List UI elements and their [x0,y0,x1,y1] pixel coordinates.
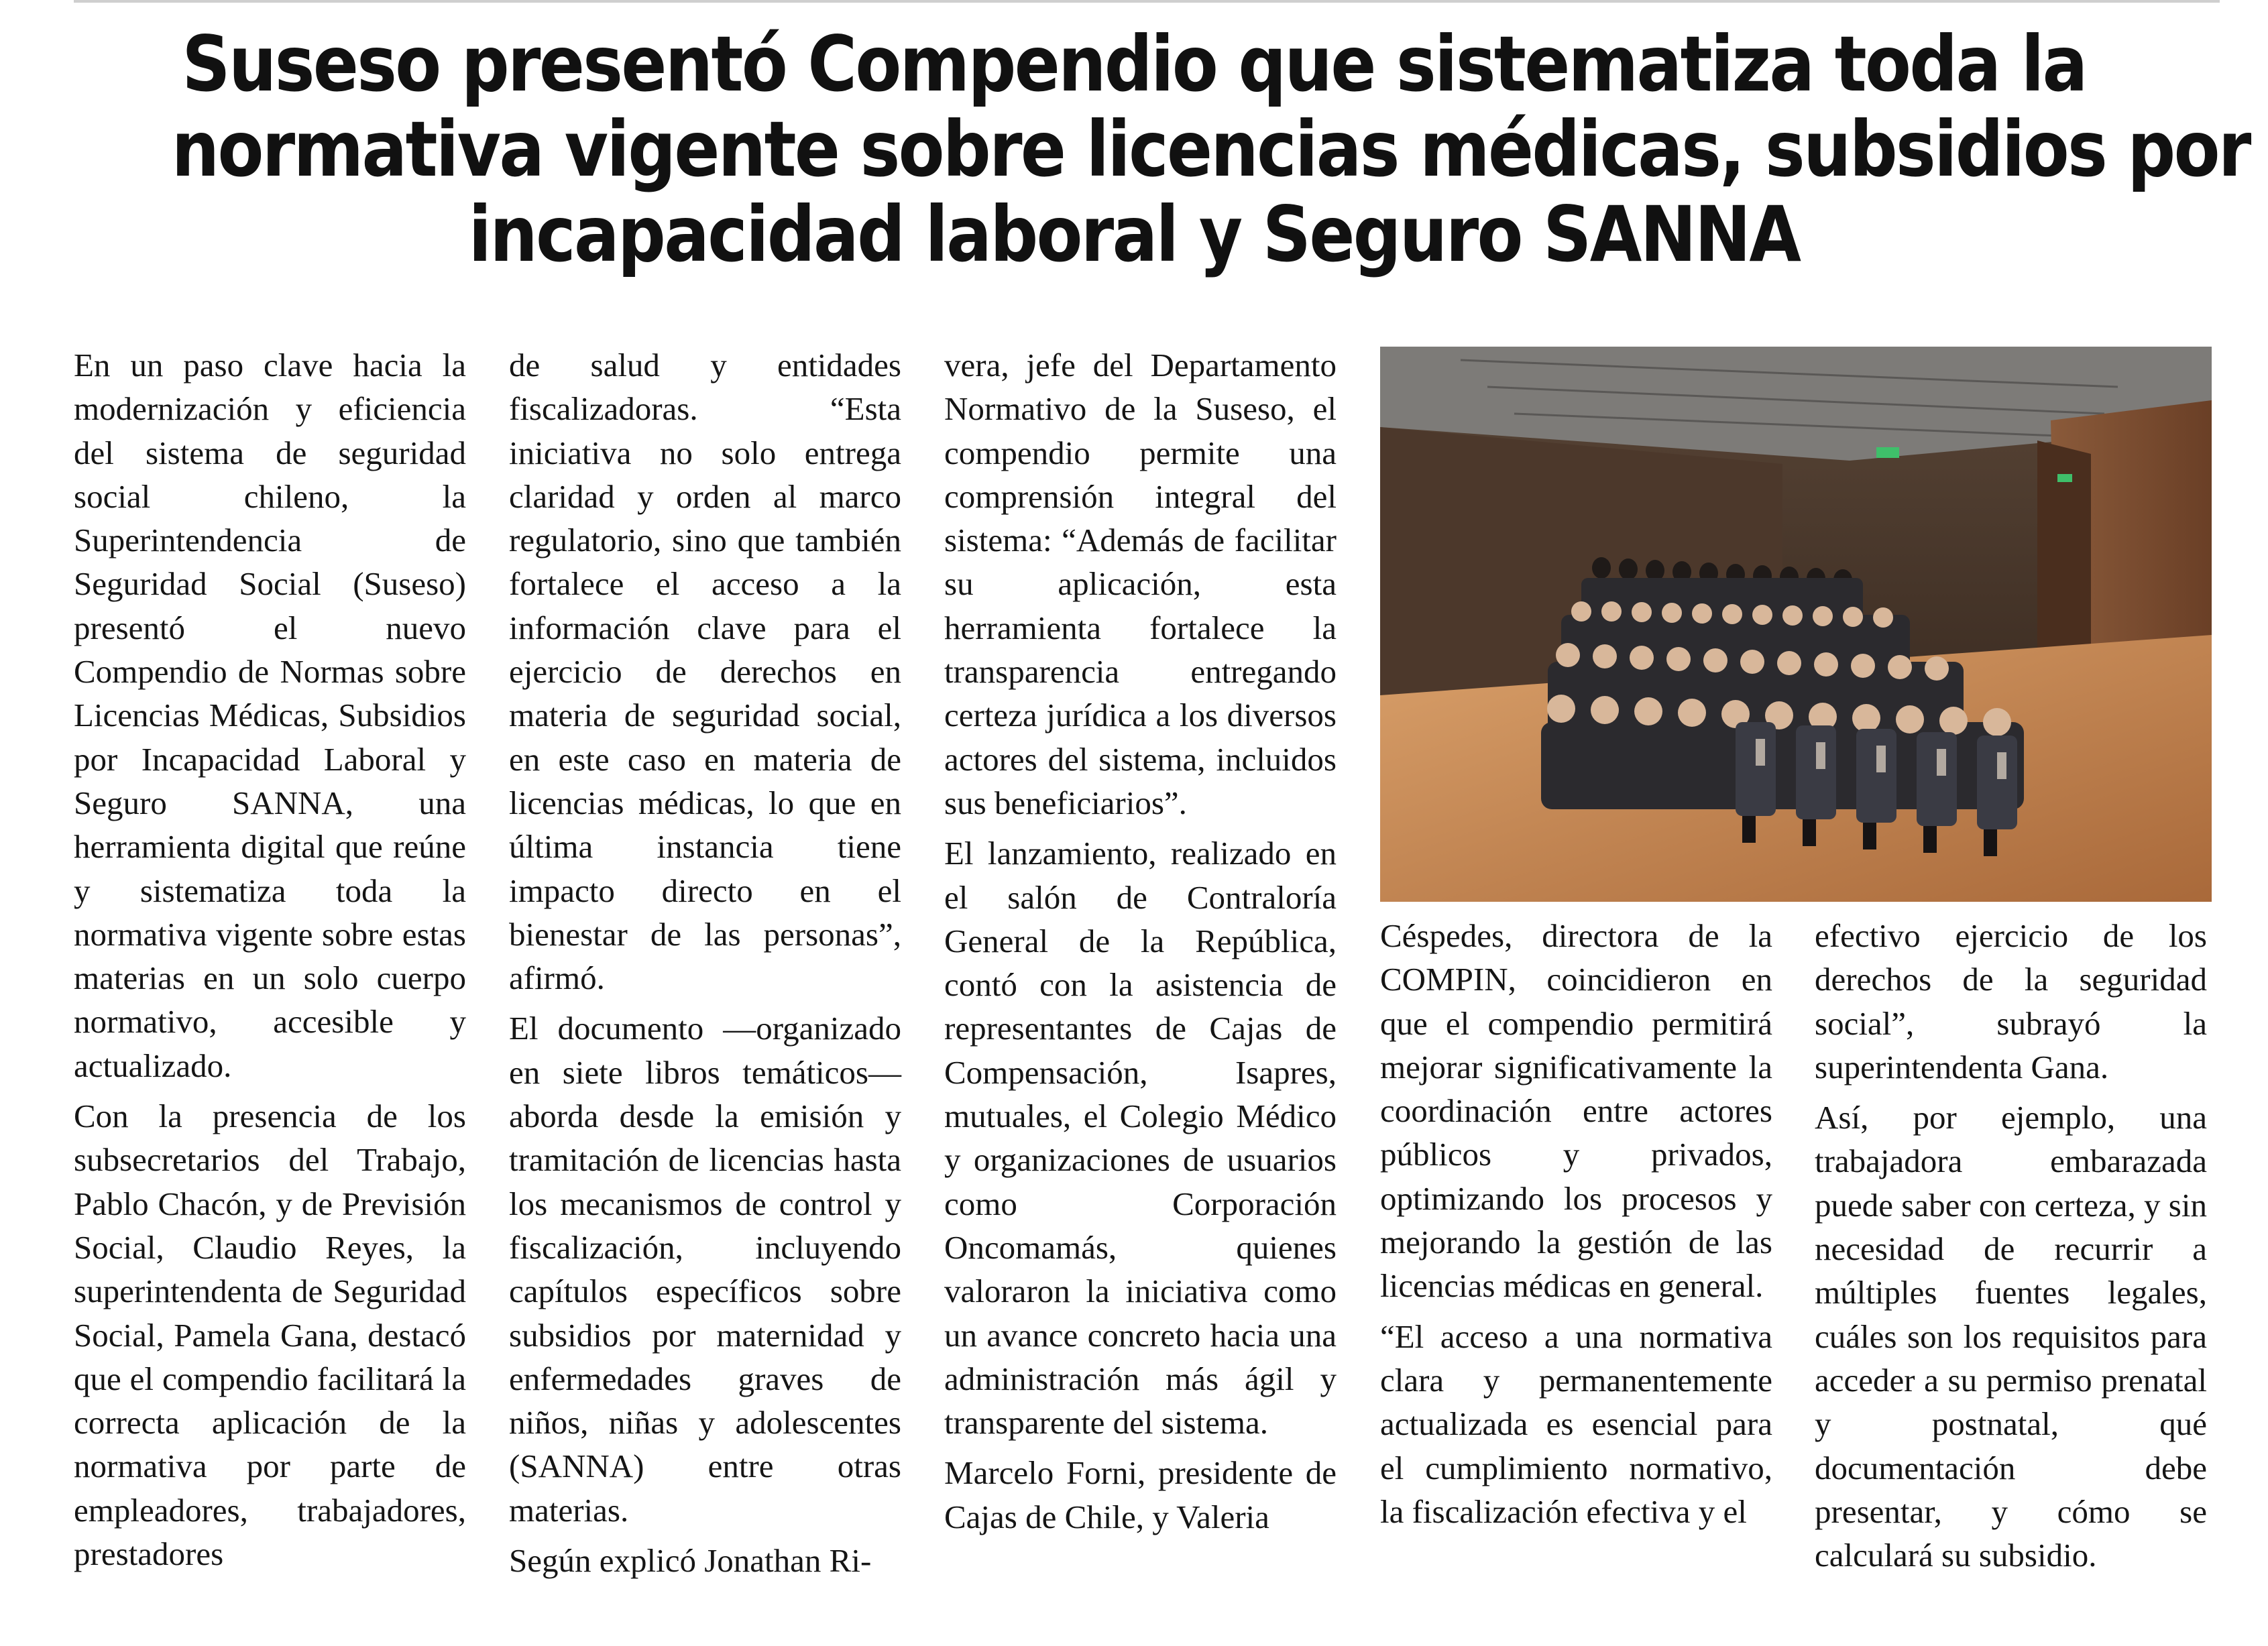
headline-line-2: normativa vigente sobre licencias médicas, subsidios por [171,105,2250,194]
paragraph: El lanzamiento, realizado en el salón de Contraloría General de la República, contó con la asistencia de representantes de Cajas de Compensación, Isapres, mutuales, el Colegio Médico y organizaciones de usuarios como Corporación Oncomamás, quienes valoraron la iniciativa como un avance concreto hacia una administración más ágil y transparente del sistema. [944,835,1337,1442]
audience-photo [1380,347,2212,902]
article-column-3 [944,343,1337,1545]
article-column-1 [74,343,466,1582]
paragraph: Según explicó Jonathan Ri- [509,1542,872,1580]
headline [171,19,2250,279]
paragraph: Marcelo Forni, presidente de Cajas de Chile, y Valeria [944,1454,1337,1535]
paragraph: efectivo ejercicio de los derechos de la seguridad social”, subrayó la superintendenta Gana. [1815,917,2207,1085]
paragraph: vera, jefe del Departamento Normativo de la Suseso, el compendio permite una comprensión integral del sistema: “Además de facilitar su aplicación, esta herramienta fortalece la transparencia entregando certeza jurídica a los diversos actores del sistema, incluidos sus beneficiarios”. [944,347,1337,821]
article-column-2 [509,343,901,1589]
headline-line-3: incapacidad laboral y Seguro SANNA [468,190,1800,279]
article-column-4 [1380,914,1772,1540]
paragraph: de salud y entidades fiscalizadoras. “Esta iniciativa no solo entrega claridad y orden al marco regulatorio, sino que también fortalece el acceso a la información clave para el ejercicio de derechos en materia de seguridad social, en este caso en materia de licencias médicas, lo que en última instancia tiene impacto directo en el bienestar de las personas”, afirmó. [509,347,901,997]
audience-photo-icon [1380,347,2212,902]
paragraph: Así, por ejemplo, una trabajadora embarazada puede saber con certeza, y sin necesidad de recurrir a múltiples fuentes legales, cuáles son los requisitos para acceder a su permiso prenatal y postnatal, qué documentación debe presentar, y cómo se calculará su subsidio. [1815,1099,2207,1574]
article-column-5 [1815,914,2207,1584]
paragraph: El documento —organizado en siete libros temáticos— aborda desde la emisión y tramitación de licencias hasta los mecanismos de control y fiscalización, incluyendo capítulos específicos sobre subsidios por maternidad y enfermedades graves de niños, niñas y adolescentes (SANNA) entre otras materias. [509,1010,901,1529]
paragraph: Céspedes, directora de la COMPIN, coincidieron en que el compendio permitirá mejorar significativamente la coordinación entre actores públicos y privados, optimizando los procesos y mejorando la gestión de las licencias médicas en general. [1380,917,1772,1305]
headline-line-1: Suseso presentó Compendio que sistematiza toda la [182,19,2086,109]
paragraph: Con la presencia de los subsecretarios del Trabajo, Pablo Chacón, y de Previsión Social, Claudio Reyes, la superintendenta de Seguridad Social, Pamela Gana, destacó que el compendio facilitará la correcta aplicación de la normativa por parte de empleadores, trabajadores, prestadores [74,1098,466,1573]
paragraph: En un paso clave hacia la modernización y eficiencia del sistema de seguridad social chileno, la Superintendencia de Seguridad Social (Suseso) presentó el nuevo Compendio de Normas sobre Licencias Médicas, Subsidios por Incapacidad Laboral y Seguro SANNA, una herramienta digital que reúne y sistematiza toda la normativa vigente sobre estas materias en un solo cuerpo normativo, accesible y actualizado. [74,347,466,1084]
top-rule [74,0,2220,3]
paragraph: “El acceso a una normativa clara y permanentemente actualizada es esencial para el cumplimiento normativo, la fiscalización efectiva y el [1380,1317,1772,1530]
